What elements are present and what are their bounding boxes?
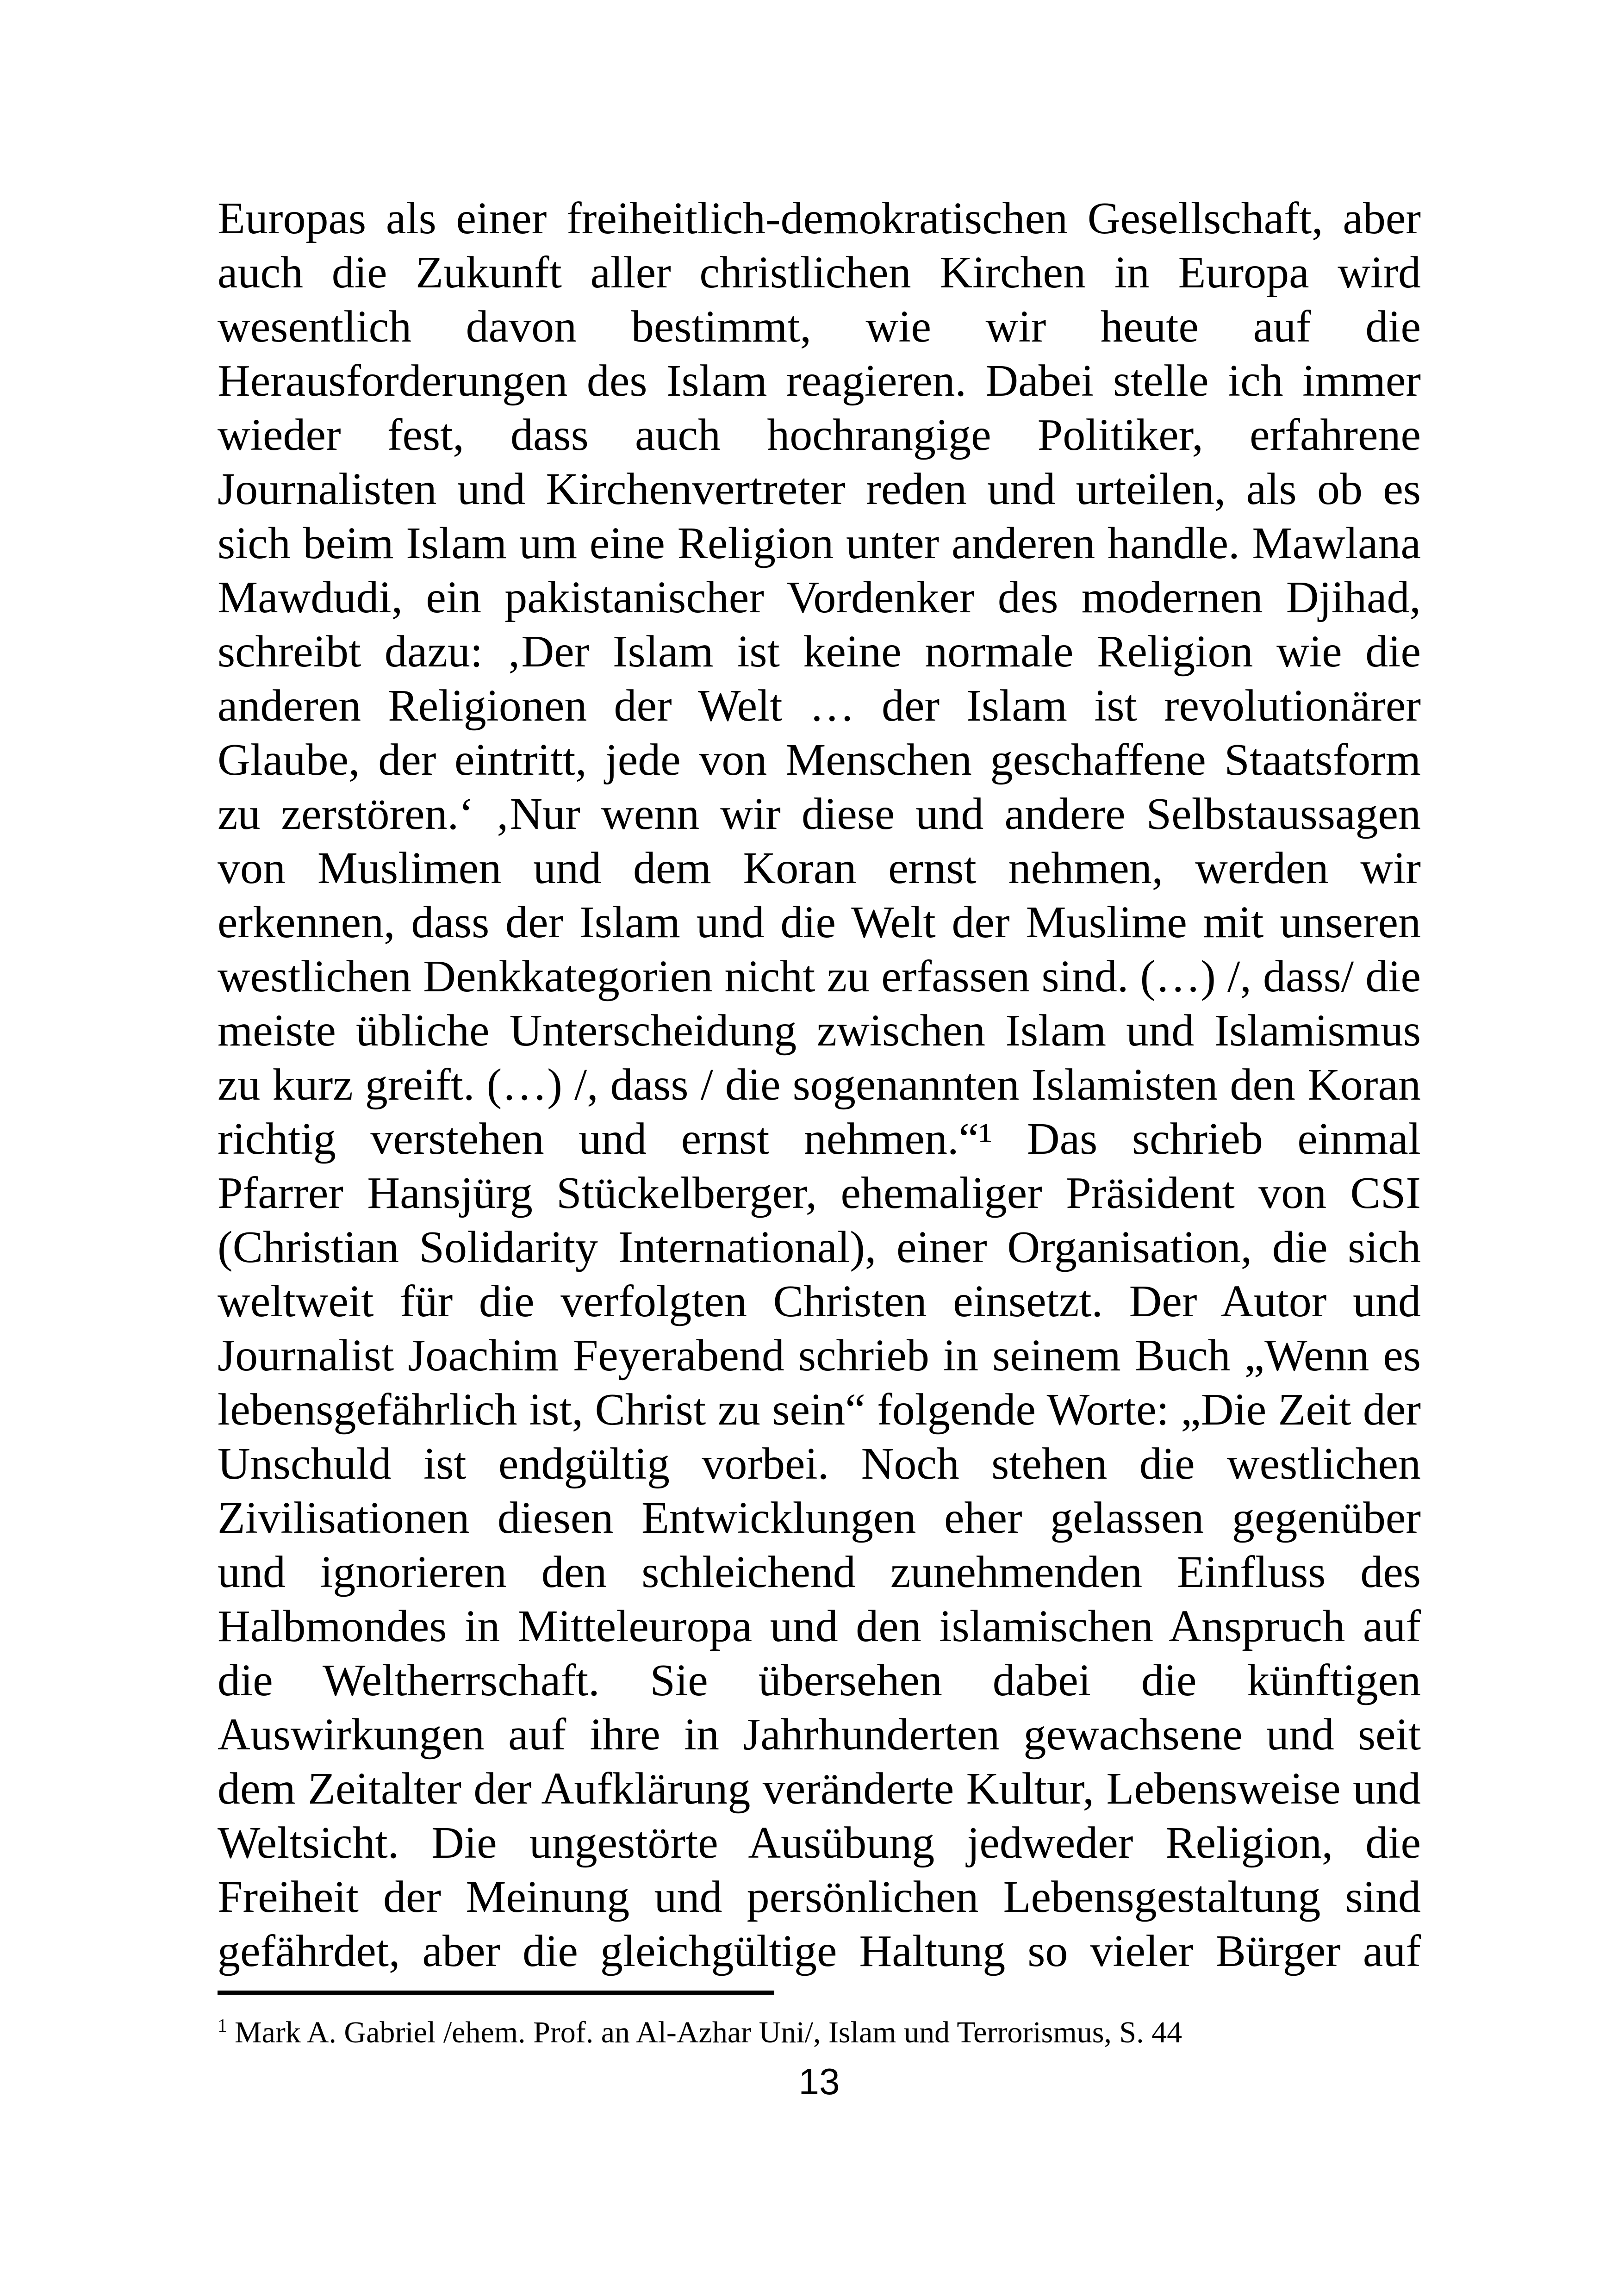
text-line: meiste übliche Unterscheidung zwischen Islam und Islamismus [218,1006,1421,1056]
footnote [218,2014,1421,2051]
footnote-marker: 1 [218,2015,227,2036]
text-line: (Christian Solidarity International), einer Organisation, die sich [218,1222,1421,1272]
text-line: Herausforderungen des Islam reagieren. Dabei stelle ich immer [218,356,1421,406]
text-line: und ignorieren den schleichend zunehmenden Einfluss des [218,1547,1421,1597]
text-line: Pfarrer Hansjürg Stückelberger, ehemaliger Präsident von CSI [218,1168,1421,1218]
text-line: wieder fest, dass auch hochrangige Politiker, erfahrene [218,410,1421,460]
text-line: von Muslimen und dem Koran ernst nehmen, werden wir [218,843,1421,893]
text-line: erkennen, dass der Islam und die Welt der Muslime mit unseren [218,897,1421,947]
text-line: Auswirkungen auf ihre in Jahrhunderten gewachsene und seit [218,1710,1421,1760]
text-line: Zivilisationen diesen Entwicklungen eher gelassen gegenüber [218,1493,1421,1543]
text-line: Journalist Joachim Feyerabend schrieb in seinem Buch „Wenn es [218,1331,1421,1381]
text-line: Mawdudi, ein pakistanischer Vordenker des modernen Djihad, [218,572,1421,622]
footnote-separator [218,1991,774,1995]
text-line: zu kurz greift. (…) /, dass / die sogenannten Islamisten den Koran [218,1060,1421,1110]
body-text-block [218,192,1421,1979]
text-line: Europas als einer freiheitlich-demokratischen Gesellschaft, aber [218,193,1421,243]
text-line: weltweit für die verfolgten Christen einsetzt. Der Autor und [218,1276,1421,1326]
text-line: auch die Zukunft aller christlichen Kirchen in Europa wird [218,248,1421,298]
text-line: Halbmondes in Mitteleuropa und den islamischen Anspruch auf [218,1601,1421,1651]
text-line: Unschuld ist endgültig vorbei. Noch stehen die westlichen [218,1439,1421,1489]
text-line: schreibt dazu: ‚Der Islam ist keine normale Religion wie die [218,627,1421,677]
footnote-text: Mark A. Gabriel /ehem. Prof. an Al-Azhar Uni/, Islam und Terrorismus, S. 44 [227,2016,1182,2049]
text-line: Weltsicht. Die ungestörte Ausübung jedweder Religion, die [218,1818,1421,1868]
text-line: Journalisten und Kirchenvertreter reden und urteilen, als ob es [218,464,1421,514]
text-line: westlichen Denkkategorien nicht zu erfassen sind. (…) /, dass/ die [218,952,1421,1002]
text-line: die Weltherrschaft. Sie übersehen dabei die künftigen [218,1655,1421,1705]
text-line: dem Zeitalter der Aufklärung veränderte Kultur, Lebensweise und [218,1764,1421,1814]
text-line: gefährdet, aber die gleichgültige Haltung so vieler Bürger auf [218,1926,1421,1976]
text-line: zu zerstören.‘ ‚Nur wenn wir diese und andere Selbstaussagen [218,789,1421,839]
text-line: Freiheit der Meinung und persönlichen Lebensgestaltung sind [218,1872,1421,1922]
text-line: Glaube, der eintritt, jede von Menschen geschaffene Staatsform [218,735,1421,785]
text-line: anderen Religionen der Welt … der Islam ist revolutionärer [218,681,1421,731]
text-line: lebensgefährlich ist, Christ zu sein“ folgende Worte: „Die Zeit der [218,1385,1421,1435]
page-number: 13 [798,2061,840,2102]
text-line: wesentlich davon bestimmt, wie wir heute auf die [218,302,1421,352]
text-line: richtig verstehen und ernst nehmen.“¹ Das schrieb einmal [218,1114,1421,1164]
text-line: sich beim Islam um eine Religion unter anderen handle. Mawlana [218,518,1421,568]
